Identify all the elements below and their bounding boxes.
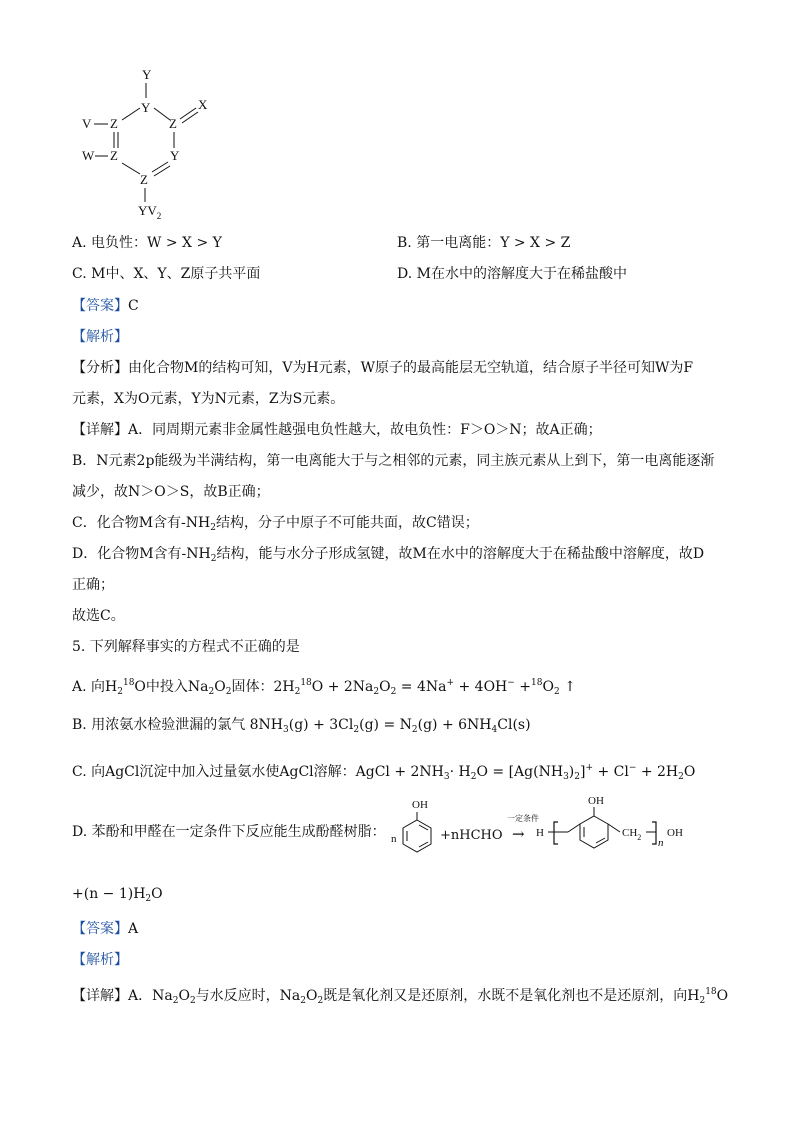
- q4-detail-b2: 减少，故N＞O＞S，故B正确；: [72, 484, 270, 500]
- phenol-oh: OH: [412, 799, 428, 811]
- q4-option-a: A. 电负性：W > X > Y: [72, 235, 222, 251]
- atom-w: W: [82, 148, 95, 163]
- answer-tag: 【答案】: [72, 298, 128, 314]
- q4-answer: 【答案】C: [72, 298, 139, 314]
- phenol-n: n: [391, 833, 397, 845]
- atom-v-left: V: [82, 116, 92, 131]
- atom-z-right-top: Z: [169, 116, 177, 131]
- phenol-structure: [386, 796, 436, 862]
- reaction-arrow: →: [512, 825, 525, 843]
- polymer-end-oh: OH: [667, 827, 683, 839]
- group-yv2: $YV_2$: [138, 203, 162, 221]
- polymer-h: H: [536, 827, 544, 839]
- q4-option-d: D. M在水中的溶解度大于在稀盐酸中: [397, 266, 627, 282]
- polymer-n: n: [658, 837, 664, 849]
- atom-y-right: Y: [170, 148, 180, 163]
- hcho-label: +nHCHO: [440, 828, 503, 843]
- q5-option-a: A. 向$H_2^{18}O$中投入$Na_2O_2$固体：$2H_2^{18}O + 2Na_2O_2 = 4Na^+ + 4OH^- +^{18}O_2$ ↑: [72, 678, 576, 697]
- polymer-oh: OH: [588, 795, 604, 807]
- atom-z-left-bottom: Z: [110, 148, 118, 163]
- molecule-structure: [70, 62, 260, 232]
- atom-x: X: [198, 97, 208, 112]
- q4-fenxi-1: 【分析】由化合物M的结构可知，V为H元素，W原子的最高能层无空轨道，结合原子半径可知W为F: [72, 360, 694, 376]
- q4-detail-d2: 正确；: [72, 577, 114, 593]
- q4-detail-a: 【详解】A．同周期元素非金属性越强电负性越大，故电负性：F＞O＞N；故A正确；: [72, 422, 602, 438]
- q4-detail-b1: B．N元素2p能级为半满结构，第一电离能大于与之相邻的元素，同主族元素从上到下，第一电离能逐渐: [72, 453, 715, 469]
- q5-detail-a: 【详解】A．$Na_2O_2$与水反应时，$Na_2O_2$既是氧化剂又是还原剂，水既不是氧化剂也不是还原剂，向$H_2^{18}O$: [72, 987, 729, 1006]
- q4-fenxi-2: 元素，X为O元素，Y为N元素，Z为S元素。: [72, 391, 345, 407]
- q5-water: $+(n - 1)H_2O$: [72, 886, 163, 904]
- q5-option-c: C. 向AgCl沉淀中加入过量氨水使AgCl溶解：AgCl + $2NH_3\cdot H_2O = [Ag(NH_3)_2]^+ + Cl^- + 2H_2O$: [72, 763, 696, 782]
- q5-stem: 5. 下列解释事实的方程式不正确的是: [72, 639, 300, 655]
- q4-choose: 故选C。: [72, 608, 125, 624]
- atom-z-bottom: Z: [140, 172, 148, 187]
- atom-z-left-top: Z: [110, 116, 118, 131]
- q5-option-d: D. 苯酚和甲醛在一定条件下反应能生成酚醛树脂：: [72, 824, 386, 840]
- q4-detail-d1: D．化合物M含有$-NH_2$结构，能与水分子形成氢键，故M在水中的溶解度大于在稀盐酸中溶解度，故D: [72, 546, 705, 564]
- condition-label: 一定条件: [507, 814, 539, 823]
- q5-option-b: B. 用浓氨水检验泄漏的氯气 $8NH_3(g) + 3Cl_2(g) = N_2(g) + 6NH_4Cl(s)$: [72, 717, 531, 735]
- q5-analysis-tag: 【解析】: [72, 952, 128, 968]
- q4-detail-c: C．化合物M含有$-NH_2$结构，分子中原子不可能共面，故C错误；: [72, 515, 479, 533]
- q5-answer: 【答案】A: [72, 921, 139, 937]
- q4-option-c: C. M中、X、Y、Z原子共平面: [72, 266, 261, 282]
- atom-y-top: Y: [142, 67, 152, 82]
- atom-y-ring: Y: [141, 100, 151, 115]
- polymer-ch2: $CH_2$: [622, 827, 642, 842]
- q4-option-b: B. 第一电离能：Y > X > Z: [397, 235, 571, 251]
- q4-analysis-tag: 【解析】: [72, 329, 128, 345]
- polymer-structure: [536, 792, 696, 864]
